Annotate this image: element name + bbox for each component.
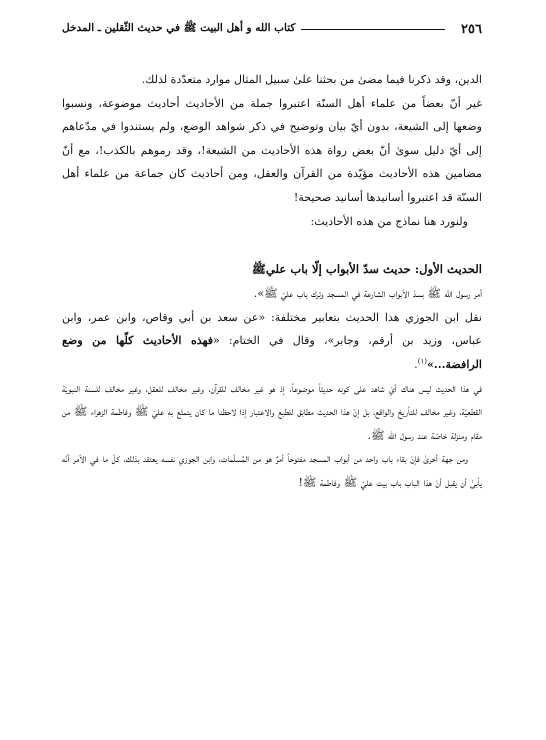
paragraph-7: ومن جهة أخرىٰ فإنّ بقاء باب واحد من أبواب المسجد مفتوحاً أمرٌ هو من المُسلّمات، وابن الجوزي نفسه يعتقد بذلك، كلّ ما في الأمر أنّه يأبىٰ أن يقبل أنّ هذا الباب باب بيت عليّ ﷺ وفاطمة ﷺ! bbox=[62, 452, 482, 489]
paragraph-5-end: . bbox=[414, 357, 418, 371]
page-header bbox=[62, 18, 482, 40]
paragraph-5-quote: فهذه الأحاديث كلّها من وضع الرافضة... bbox=[62, 334, 482, 371]
page-body bbox=[62, 68, 482, 495]
paragraph-2: غير أنّ بعضاً من علماء أهل السنّة اعتبروا جملة من الأحاديث أحاديث موضوعة، ونسبوا وضعها إلى الشيعة، بدون أيّ بيان وتوضيح في ذكر شواهد الوضع، ولم يستندوا في مدّعاهم إلى أيّ دليل سوىٰ أنّ بعض رواة هذه الأحاديث من الشيعة!، وقد رموهم بالكذب!، مع أنّ مضامين هذه الأحاديث مؤيّدة من القرآن والعقل، ومن أحاديث كان جماعة من علماء أهل السنّة قد اعتبروا أسانيدها أسانيد صحيحة! bbox=[62, 96, 482, 204]
paragraph-5-quote-close: » bbox=[426, 357, 434, 371]
running-title: كتاب الله و أهل البيت ﷺ في حديث الثّقلين ـ المدخل bbox=[62, 21, 296, 34]
paragraph-1: الدين، وقد ذكرنا فيما مضىٰ من بحثنا علىٰ سبيل المثال موارد متعدّدة لذلك. bbox=[141, 73, 482, 86]
page-number: ٢٥٦ bbox=[461, 21, 482, 37]
header-rule bbox=[301, 29, 445, 30]
paragraph-5 bbox=[62, 306, 482, 377]
paragraph-4: أمر رسول الله ﷺ بسدّ الأبواب الشارعة في المسجد وترك باب عليّ ﷺ». bbox=[253, 287, 482, 301]
paragraph-6: في هذا الحديث ليس هناك أيّ شاهد على كونه حديثاً موضوعاً، إذ هو غير مخالف للقرآن، وغير مخالف للعقل، وغير مخالف للسنة النبويّة القطعيّة، وغير مخالف للتأريخ والواقع، بل إنّ هذا الحديث مطابق للطبع والاعتبار إذا لاحظنا ما كان يتمتّع به عليّ ﷺ وفاطمة الزهراء ﷺ من مقام ومنزلة خاصّة عند رسول الله ﷺ. bbox=[62, 381, 482, 442]
book-page bbox=[62, 18, 482, 495]
paragraph-5-text: نقل ابن الجوزي هذا الحديث بتعابير مختلفة: «عن سعد بن أبي وقاص، وابن عمر، وابن عباس، وزيد بن أرقم، وجابر»، وقال في الختام: « bbox=[62, 310, 482, 348]
paragraph-3: ولنورد هنا نماذج من هذه الأحاديث: bbox=[310, 214, 468, 228]
footnote-marker[interactable]: (١) bbox=[417, 357, 427, 366]
section-heading: الحديث الأول: حديث سدّ الأبواب إلّا باب عليﷺ bbox=[251, 262, 482, 277]
